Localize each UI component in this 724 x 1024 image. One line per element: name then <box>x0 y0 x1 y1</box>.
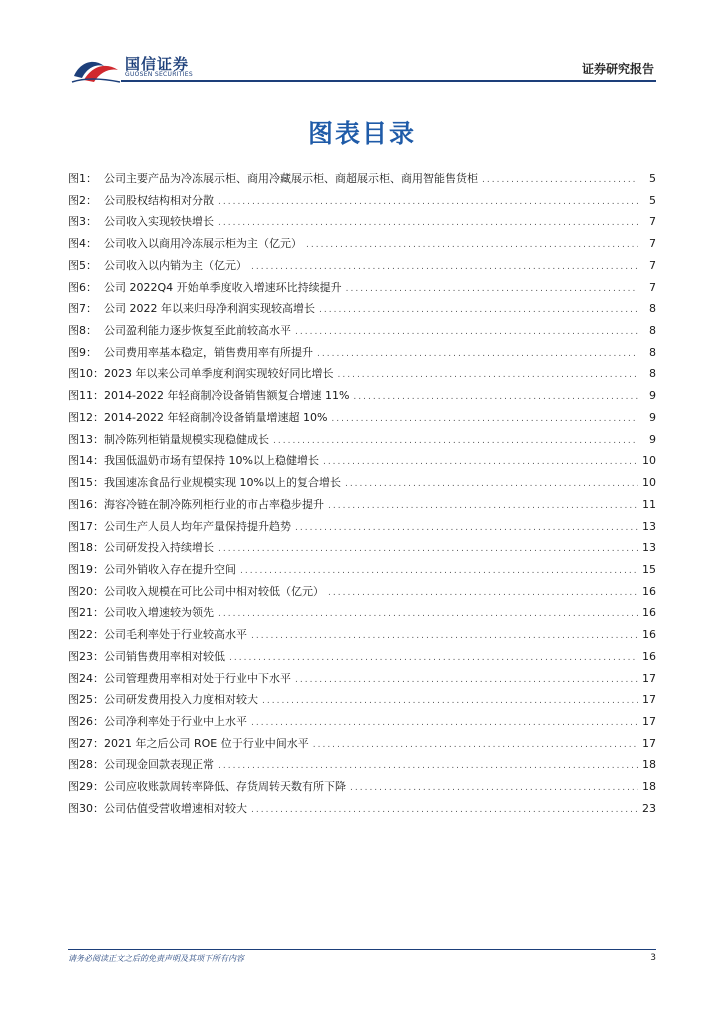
toc-entry-number: 图23： <box>68 649 104 663</box>
toc-entry-page: 7 <box>649 237 656 251</box>
toc-entry-title: 2021 年之后公司 ROE 位于行业中间水平 <box>104 736 309 750</box>
toc-dot-leader <box>317 344 638 366</box>
toc-dot-leader <box>482 170 638 192</box>
toc-entry[interactable] <box>68 211 656 233</box>
toc-entry[interactable] <box>68 516 656 538</box>
toc-entry-page: 8 <box>649 302 656 316</box>
toc-dot-leader <box>345 474 638 496</box>
toc-entry-number: 图5： <box>68 258 97 272</box>
toc-entry-number: 图7： <box>68 302 97 316</box>
toc-entry-page: 16 <box>642 628 656 642</box>
page-number: 3 <box>650 953 656 963</box>
toc-entry-number: 图11： <box>68 389 104 403</box>
toc-entry[interactable] <box>68 537 656 559</box>
toc-entry-number: 图4： <box>68 237 97 251</box>
toc-entry[interactable] <box>68 798 656 820</box>
toc-entry-page: 15 <box>642 562 656 576</box>
toc-entry-title: 公司应收账款周转率降低、存货周转天数有所下降 <box>104 780 346 794</box>
toc-entry-title: 公司外销收入存在提升空间 <box>104 562 236 576</box>
toc-entry-number: 图29： <box>68 780 104 794</box>
toc-entry-title: 我国速冻食品行业规模实现 10%以上的复合增长 <box>104 476 341 490</box>
toc-entry-page: 10 <box>642 476 656 490</box>
toc-entry-title: 我国低温奶市场有望保持 10%以上稳健增长 <box>104 454 319 468</box>
toc-entry-page: 8 <box>649 345 656 359</box>
toc-entry-page: 13 <box>642 519 656 533</box>
toc-entry-number: 图24： <box>68 671 104 685</box>
footer-divider <box>68 949 656 950</box>
toc-dot-leader <box>218 213 638 235</box>
toc-entry[interactable] <box>68 581 656 603</box>
toc-entry-title: 公司估值受营收增速相对较大 <box>104 801 247 815</box>
toc-entry[interactable] <box>68 776 656 798</box>
toc-entry-page: 16 <box>642 649 656 663</box>
toc-entry-title: 公司毛利率处于行业较高水平 <box>104 628 247 642</box>
toc-entry[interactable] <box>68 233 656 255</box>
toc-entry-title: 公司现金回款表现正常 <box>104 758 214 772</box>
toc-entry[interactable] <box>68 624 656 646</box>
toc-entry[interactable] <box>68 602 656 624</box>
toc-entry-number: 图17： <box>68 519 104 533</box>
toc-entry-number: 图1： <box>68 172 97 185</box>
toc-dot-leader <box>338 365 639 387</box>
toc-dot-leader <box>346 279 638 301</box>
toc-entry[interactable] <box>68 472 656 494</box>
toc-dot-leader <box>295 322 638 344</box>
toc-dot-leader <box>218 604 638 626</box>
toc-entry-title: 公司盈利能力逐步恢复至此前较高水平 <box>104 324 291 338</box>
toc-dot-leader <box>328 496 638 518</box>
guosen-logo-icon <box>70 52 122 84</box>
toc-dot-leader <box>353 387 638 409</box>
toc-entry-title: 公司收入实现较快增长 <box>104 215 214 229</box>
toc-entry-title: 公司主要产品为冷冻展示柜、商用冷藏展示柜、商超展示柜、商用智能售货柜 <box>104 172 478 185</box>
toc-entry-number: 图22： <box>68 628 104 642</box>
page-header <box>68 50 656 84</box>
toc-entry[interactable] <box>68 190 656 212</box>
toc-entry-number: 图14： <box>68 454 104 468</box>
toc-entry-title: 公司收入规模在可比公司中相对较低（亿元） <box>104 584 324 598</box>
toc-entry-title: 2023 年以来公司单季度利润实现较好同比增长 <box>104 367 334 381</box>
toc-entry-page: 5 <box>649 193 656 207</box>
toc-dot-leader <box>240 561 638 583</box>
toc-entry-page: 18 <box>642 780 656 794</box>
toc-entry[interactable] <box>68 754 656 776</box>
toc-dot-leader <box>295 518 638 540</box>
toc-entry-title: 公司收入以内销为主（亿元） <box>104 258 247 272</box>
toc-entry-page: 17 <box>642 671 656 685</box>
toc-entry-number: 图26： <box>68 714 104 728</box>
toc-entry-number: 图8： <box>68 324 97 338</box>
toc-entry-page: 8 <box>649 324 656 338</box>
toc-entry-title: 公司收入以商用冷冻展示柜为主（亿元） <box>104 237 302 251</box>
toc-entry-number: 图12： <box>68 410 104 424</box>
toc-entry-page: 13 <box>642 541 656 555</box>
figure-list <box>68 168 656 820</box>
toc-entry-title: 公司生产人员人均年产量保持提升趋势 <box>104 519 291 533</box>
toc-entry-number: 图28： <box>68 758 104 772</box>
toc-entry-page: 16 <box>642 584 656 598</box>
toc-entry-number: 图21： <box>68 606 104 620</box>
toc-dot-leader <box>251 257 638 279</box>
toc-entry-page: 9 <box>649 389 656 403</box>
toc-entry-title: 公司收入增速较为领先 <box>104 606 214 620</box>
toc-entry-number: 图16： <box>68 497 104 511</box>
toc-entry-page: 17 <box>642 714 656 728</box>
toc-entry-title: 公司股权结构相对分散 <box>104 193 214 207</box>
toc-entry-page: 8 <box>649 367 656 381</box>
toc-entry[interactable] <box>68 646 656 668</box>
toc-dot-leader <box>251 626 638 648</box>
toc-entry-page: 5 <box>649 172 656 185</box>
toc-entry[interactable] <box>68 668 656 690</box>
toc-entry-number: 图9： <box>68 345 97 359</box>
toc-entry-page: 18 <box>642 758 656 772</box>
toc-entry[interactable] <box>68 494 656 516</box>
toc-dot-leader <box>262 691 638 713</box>
toc-entry-number: 图13： <box>68 432 104 446</box>
toc-entry-number: 图19： <box>68 562 104 576</box>
toc-entry-title: 公司净利率处于行业中上水平 <box>104 714 247 728</box>
toc-entry-page: 9 <box>649 432 656 446</box>
toc-entry-page: 10 <box>642 454 656 468</box>
toc-entry-title: 海容冷链在制冷陈列柜行业的市占率稳步提升 <box>104 497 324 511</box>
toc-entry[interactable] <box>68 429 656 451</box>
toc-dot-leader <box>229 648 638 670</box>
page-title: 图表目录 <box>307 119 416 148</box>
footer-disclaimer: 请务必阅读正文之后的免责声明及其项下所有内容 <box>68 954 244 963</box>
toc-entry-title: 公司销售费用率相对较低 <box>104 649 225 663</box>
toc-entry[interactable] <box>68 559 656 581</box>
toc-dot-leader <box>319 300 638 322</box>
toc-entry-number: 图20： <box>68 584 104 598</box>
toc-dot-leader <box>251 713 638 735</box>
toc-dot-leader <box>323 452 638 474</box>
toc-dot-leader <box>218 539 638 561</box>
toc-entry-title: 2014-2022 年轻商制冷设备销量增速超 10% <box>104 410 328 424</box>
toc-entry[interactable] <box>68 277 656 299</box>
toc-entry-number: 图27： <box>68 736 104 750</box>
toc-entry[interactable] <box>68 450 656 472</box>
toc-dot-leader <box>295 670 638 692</box>
toc-entry-title: 公司 2022Q4 开始单季度收入增速环比持续提升 <box>104 280 342 294</box>
report-type-label: 证券研究报告 <box>581 62 654 76</box>
toc-entry-page: 11 <box>642 497 656 511</box>
toc-dot-leader <box>218 192 638 214</box>
toc-entry-title: 公司费用率基本稳定，销售费用率有所提升 <box>104 345 313 359</box>
toc-entry-page: 23 <box>642 801 656 815</box>
toc-entry-number: 图30： <box>68 801 104 815</box>
toc-dot-leader <box>331 409 638 431</box>
toc-entry-number: 图18： <box>68 541 104 555</box>
toc-entry-number: 图25： <box>68 693 104 707</box>
toc-entry-number: 图10： <box>68 367 104 381</box>
toc-entry-number: 图3： <box>68 215 97 229</box>
toc-entry-number: 图15： <box>68 476 104 490</box>
toc-entry-title: 制冷陈列柜销量规模实现稳健成长 <box>104 432 269 446</box>
toc-dot-leader <box>273 431 638 453</box>
brand-name-cn: 国信证券 <box>125 55 190 73</box>
header-divider <box>121 80 656 82</box>
toc-entry-title: 公司研发费用投入力度相对较大 <box>104 693 258 707</box>
toc-entry[interactable] <box>68 363 656 385</box>
toc-entry[interactable] <box>68 320 656 342</box>
toc-entry[interactable] <box>68 255 656 277</box>
toc-entry-number: 图2： <box>68 193 97 207</box>
toc-dot-leader <box>350 778 638 800</box>
toc-entry[interactable] <box>68 385 656 407</box>
toc-entry-page: 7 <box>649 258 656 272</box>
toc-dot-leader <box>218 756 638 778</box>
toc-entry-title: 公司 2022 年以来归母净利润实现较高增长 <box>104 302 315 316</box>
brand-name-en: GUOSEN SECURITIES <box>125 71 194 78</box>
toc-entry-title: 公司管理费用率相对处于行业中下水平 <box>104 671 291 685</box>
toc-entry[interactable] <box>68 407 656 429</box>
toc-entry-page: 17 <box>642 736 656 750</box>
toc-entry-page: 17 <box>642 693 656 707</box>
toc-entry-title: 2014-2022 年轻商制冷设备销售额复合增速 11% <box>104 389 350 403</box>
toc-entry[interactable] <box>68 733 656 755</box>
toc-entry-title: 公司研发投入持续增长 <box>104 541 214 555</box>
toc-entry-page: 16 <box>642 606 656 620</box>
toc-dot-leader <box>313 735 638 757</box>
toc-entry[interactable] <box>68 298 656 320</box>
toc-entry[interactable] <box>68 342 656 364</box>
toc-entry[interactable] <box>68 168 656 190</box>
toc-entry-page: 7 <box>649 215 656 229</box>
toc-dot-leader <box>306 235 638 257</box>
toc-dot-leader <box>251 800 638 822</box>
toc-entry-number: 图6： <box>68 280 97 294</box>
toc-entry[interactable] <box>68 711 656 733</box>
toc-entry[interactable] <box>68 689 656 711</box>
toc-entry-page: 9 <box>649 410 656 424</box>
toc-entry-page: 7 <box>649 280 656 294</box>
toc-dot-leader <box>328 583 638 605</box>
